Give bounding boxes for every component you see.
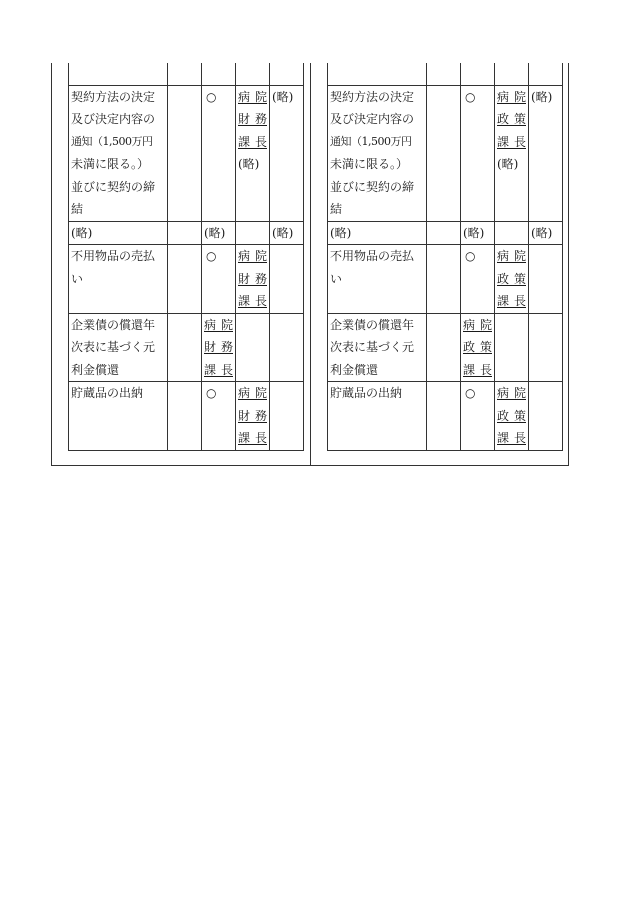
item-cell xyxy=(328,382,427,451)
col2-cell xyxy=(168,382,202,451)
col3-cell xyxy=(461,221,495,245)
item-text-line: (略) xyxy=(330,225,352,240)
item-cell xyxy=(328,221,427,245)
table-row xyxy=(69,313,304,382)
item-cell xyxy=(69,221,168,245)
cell-text-line: ○ xyxy=(465,249,476,263)
table-after xyxy=(327,63,563,451)
item-text-line: 結 xyxy=(330,202,343,216)
col3-cell xyxy=(461,313,495,382)
item-cell xyxy=(328,63,427,85)
col2-cell xyxy=(168,63,202,85)
col2-cell xyxy=(168,85,202,221)
col2-cell xyxy=(168,221,202,245)
col5-cell xyxy=(529,63,563,85)
cell-text-line: 病院 xyxy=(497,249,526,263)
cell-text-line: 政策 xyxy=(497,112,526,126)
cell-text-line: (略) xyxy=(497,157,519,171)
cell-text-line: 病院 xyxy=(238,89,267,104)
col5-cell xyxy=(529,85,563,221)
table-row xyxy=(328,63,563,85)
cell-text-line: 課長 xyxy=(497,431,526,445)
col5-cell xyxy=(270,85,304,221)
item-cell xyxy=(69,63,168,85)
table-row xyxy=(328,313,563,382)
col5-cell xyxy=(270,63,304,85)
cell-text-line: 課長 xyxy=(238,134,267,149)
cell-text-line: 財務 xyxy=(238,271,267,286)
col2-cell xyxy=(427,63,461,85)
col4-cell xyxy=(495,313,529,382)
table-row xyxy=(69,221,304,245)
cell-text-line: 課長 xyxy=(497,294,526,308)
item-cell xyxy=(69,382,168,451)
col5-cell xyxy=(270,245,304,314)
cell-text-line: 課長 xyxy=(463,362,492,377)
item-cell xyxy=(69,245,168,314)
cell-text-line: 病院 xyxy=(497,386,526,400)
cell-text-line: 財務 xyxy=(238,408,267,423)
col4-cell xyxy=(495,245,529,314)
cell-text-line: ○ xyxy=(206,89,217,104)
cell-text-line: 病院 xyxy=(463,317,492,332)
col3-cell xyxy=(461,382,495,451)
col5-cell xyxy=(529,245,563,314)
col3-cell xyxy=(202,382,236,451)
cell-text-line: ○ xyxy=(206,386,217,400)
col2-cell xyxy=(168,313,202,382)
cell-text-line: 財務 xyxy=(204,340,233,354)
cell-text-line: (略) xyxy=(272,89,294,104)
table-row xyxy=(69,63,304,85)
col4-cell xyxy=(495,85,529,221)
item-text-line: 並びに契約の締 xyxy=(71,179,156,194)
cell-text-line: ○ xyxy=(206,249,217,263)
col4-cell xyxy=(236,245,270,314)
col3-cell xyxy=(202,313,236,382)
col4-cell xyxy=(495,382,529,451)
cell-text-line: 課長 xyxy=(497,134,526,149)
cell-text-line: 課長 xyxy=(204,362,233,377)
item-text-line: い xyxy=(71,271,84,286)
item-text-line: 利金償還 xyxy=(71,362,120,377)
cell-text-line: 財務 xyxy=(238,112,267,126)
item-cell xyxy=(328,245,427,314)
item-text-line: 企業債の償還年 xyxy=(330,317,415,332)
table-row xyxy=(69,382,304,451)
table-row xyxy=(69,85,304,221)
col5-cell xyxy=(270,313,304,382)
col4-cell xyxy=(236,85,270,221)
cell-text-line: (略) xyxy=(272,225,294,240)
cell-text-line: ○ xyxy=(465,386,476,400)
item-text-line: 不用物品の売払 xyxy=(71,249,156,263)
col4-cell xyxy=(236,221,270,245)
col2-cell xyxy=(168,245,202,314)
table-row xyxy=(328,245,563,314)
col3-cell xyxy=(202,221,236,245)
col2-cell xyxy=(427,221,461,245)
col3-cell xyxy=(461,63,495,85)
table-before xyxy=(68,63,304,451)
item-text-line: (略) xyxy=(71,225,93,240)
item-text-line: 未満に限る。） xyxy=(71,157,150,171)
cell-text-line: ○ xyxy=(465,89,476,104)
item-cell xyxy=(328,313,427,382)
col3-cell xyxy=(202,245,236,314)
item-text-line: 利金償還 xyxy=(330,362,379,377)
cell-text-line: (略) xyxy=(531,89,553,104)
cell-text-line: 病院 xyxy=(238,249,267,263)
cell-text-line: 政策 xyxy=(497,408,526,423)
cell-text-line: 病院 xyxy=(238,386,267,400)
cell-text-line: 病院 xyxy=(497,89,526,104)
col5-cell xyxy=(270,382,304,451)
col3-cell xyxy=(461,245,495,314)
col5-cell xyxy=(529,313,563,382)
column-divider xyxy=(310,63,311,466)
item-text-line: 企業債の償還年 xyxy=(71,317,156,332)
col2-cell xyxy=(427,245,461,314)
cell-text-line: 病院 xyxy=(204,317,233,332)
col4-cell xyxy=(495,63,529,85)
col2-cell xyxy=(427,85,461,221)
table-row xyxy=(328,221,563,245)
cell-text-line: 政策 xyxy=(463,340,492,354)
col4-cell xyxy=(236,63,270,85)
item-text-line: 次表に基づく元 xyxy=(71,340,156,354)
item-cell xyxy=(69,313,168,382)
cell-text-line: (略) xyxy=(204,225,226,240)
cell-text-line: (略) xyxy=(531,225,553,240)
col3-cell xyxy=(461,85,495,221)
table-row xyxy=(328,85,563,221)
table-row xyxy=(69,245,304,314)
item-cell xyxy=(328,85,427,221)
item-text-line: 契約方法の決定 xyxy=(71,89,156,104)
item-cell xyxy=(69,85,168,221)
cell-text-line: 課長 xyxy=(238,294,267,308)
cell-text-line: (略) xyxy=(238,157,260,171)
col3-cell xyxy=(202,85,236,221)
cell-text-line: 政策 xyxy=(497,271,526,286)
col4-cell xyxy=(495,221,529,245)
col4-cell xyxy=(236,313,270,382)
col4-cell xyxy=(236,382,270,451)
item-text-line: 通知（1,500万円 xyxy=(330,134,412,148)
item-text-line: 次表に基づく元 xyxy=(330,340,415,354)
col5-cell xyxy=(529,382,563,451)
item-text-line: 及び決定内容の xyxy=(71,112,156,126)
col2-cell xyxy=(427,382,461,451)
cell-text-line: 課長 xyxy=(238,431,267,445)
item-text-line: 貯蔵品の出納 xyxy=(330,386,403,400)
item-text-line: 未満に限る。） xyxy=(330,157,409,171)
col5-cell xyxy=(529,221,563,245)
col2-cell xyxy=(427,313,461,382)
item-text-line: 結 xyxy=(71,202,84,216)
col5-cell xyxy=(270,221,304,245)
item-text-line: 通知（1,500万円 xyxy=(71,134,153,148)
table-row xyxy=(328,382,563,451)
item-text-line: 貯蔵品の出納 xyxy=(71,386,144,400)
cell-text-line: (略) xyxy=(463,225,485,240)
item-text-line: 及び決定内容の xyxy=(330,112,415,126)
item-text-line: 不用物品の売払 xyxy=(330,249,415,263)
item-text-line: 並びに契約の締 xyxy=(330,179,415,194)
col3-cell xyxy=(202,63,236,85)
item-text-line: 契約方法の決定 xyxy=(330,89,415,104)
item-text-line: い xyxy=(330,271,343,286)
